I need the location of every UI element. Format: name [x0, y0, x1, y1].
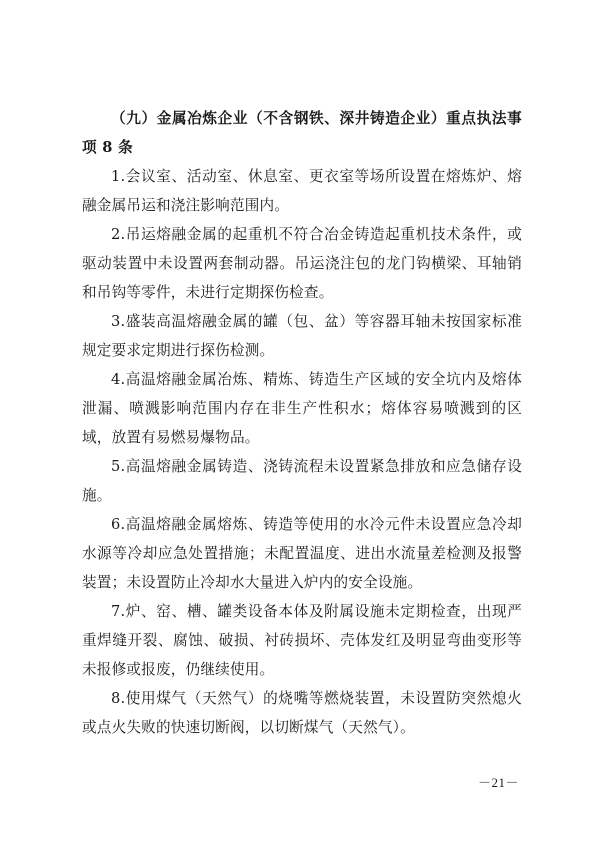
item-2: 2.吊运熔融金属的起重机不符合冶金铸造起重机技术条件，或驱动装置中未设置两套制动器。吊运浇注包的龙门钩横梁、耳轴销和吊钩等零件，未进行定期探伤检查。 [82, 226, 522, 301]
item-6: 6.高温熔融金属熔炼、铸造等使用的水冷元件未设置应急冷却水源等冷却应急处置措施；未配置温度、进出水流量差检测及报警装置；未设置防止冷却水大量进入炉内的安全设施。 [82, 516, 522, 591]
item-7: 7.炉、窑、槽、罐类设备本体及附属设施未定期检查，出现严重焊缝开裂、腐蚀、破损、衬砖损坏、壳体发红及明显弯曲变形等未报修或报废，仍继续使用。 [82, 603, 522, 678]
item-4: 4.高温熔融金属冶炼、精炼、铸造生产区域的安全坑内及熔体泄漏、喷溅影响范围内存在非生产性积水；熔体容易喷溅到的区域，放置有易燃易爆物品。 [82, 371, 522, 446]
item-8: 8.使用煤气（天然气）的烧嘴等燃烧装置，未设置防突然熄火或点火失败的快速切断阀，以切断煤气（天然气）。 [82, 690, 522, 736]
item-3: 3.盛装高温熔融金属的罐（包、盆）等容器耳轴未按国家标准规定要求定期进行探伤检测。 [82, 313, 522, 359]
page-number: －21－ [477, 775, 519, 790]
document-body [82, 104, 522, 742]
section-heading: （九）金属冶炼企业（不含钢铁、深井铸造企业）重点执法事项 8 条 [82, 110, 522, 156]
item-5: 5.高温熔融金属铸造、浇铸流程未设置紧急排放和应急储存设施。 [82, 458, 522, 504]
item-1: 1.会议室、活动室、休息室、更衣室等场所设置在熔炼炉、熔融金属吊运和浇注影响范围内。 [82, 168, 522, 214]
